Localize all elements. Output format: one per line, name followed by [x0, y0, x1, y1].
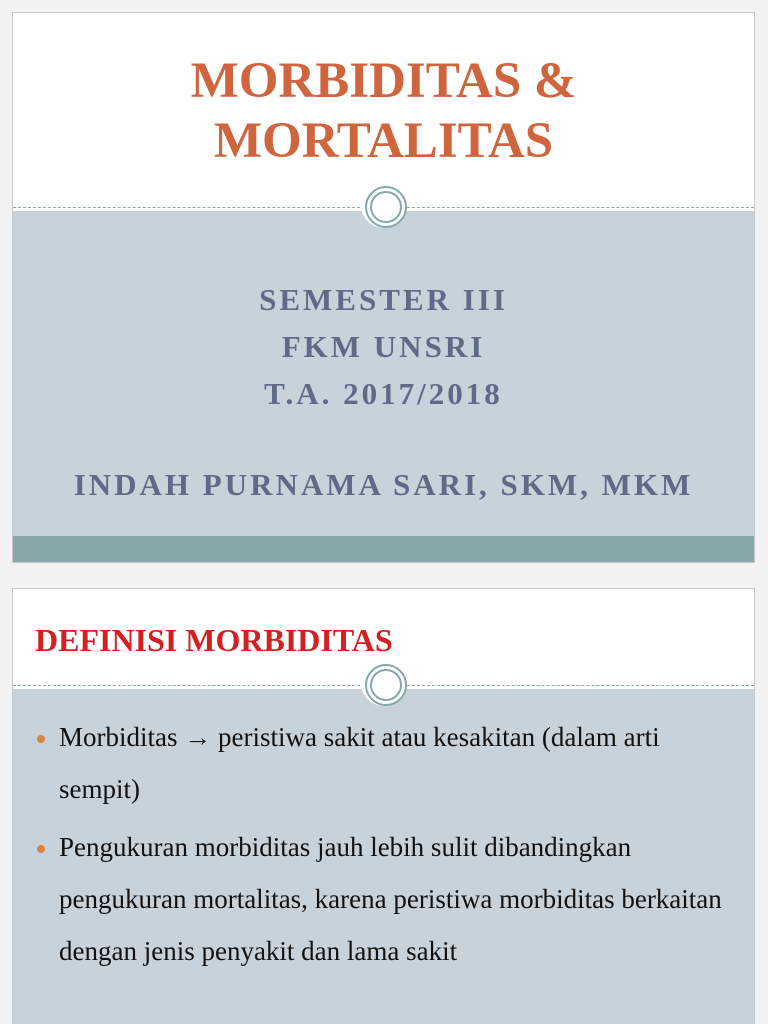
bullet-text: Morbiditas → peristiwa sakit atau kesakitan (dalam arti sempit): [59, 722, 660, 804]
slide-title: [13, 51, 754, 171]
bullet-item: [37, 711, 734, 815]
subtitle-semester: SEMESTER III: [259, 282, 508, 317]
author-name: INDAH PURNAMA SARI, SKM, MKM: [73, 467, 694, 502]
section-heading: DEFINISI MORBIDITAS: [35, 622, 393, 658]
bullet-item: [37, 821, 734, 977]
circle-ornament-icon: [361, 182, 407, 228]
accent-band: [13, 536, 754, 562]
subtitle-academic-year: T.A. 2017/2018: [264, 376, 503, 411]
title-slide: [12, 12, 755, 563]
circle-ornament-icon: [361, 660, 407, 706]
bullet-text: Pengukuran morbiditas jauh lebih sulit dibandingkan pengukuran mortalitas, karena peristiwa morbiditas berkaitan dengan jenis penyakit dan lama sakit: [59, 832, 722, 966]
content-slide: [12, 588, 755, 1024]
subtitle-block: [13, 276, 754, 417]
title-area: [13, 13, 754, 207]
bullet-dot-icon: [37, 845, 45, 853]
bullet-list: [37, 711, 734, 983]
slide-title-line: MORBIDITAS &: [190, 53, 577, 109]
bullet-dot-icon: [37, 735, 45, 743]
slide-title-line: MORTALITAS: [213, 113, 554, 169]
subtitle-faculty: FKM UNSRI: [281, 329, 486, 364]
